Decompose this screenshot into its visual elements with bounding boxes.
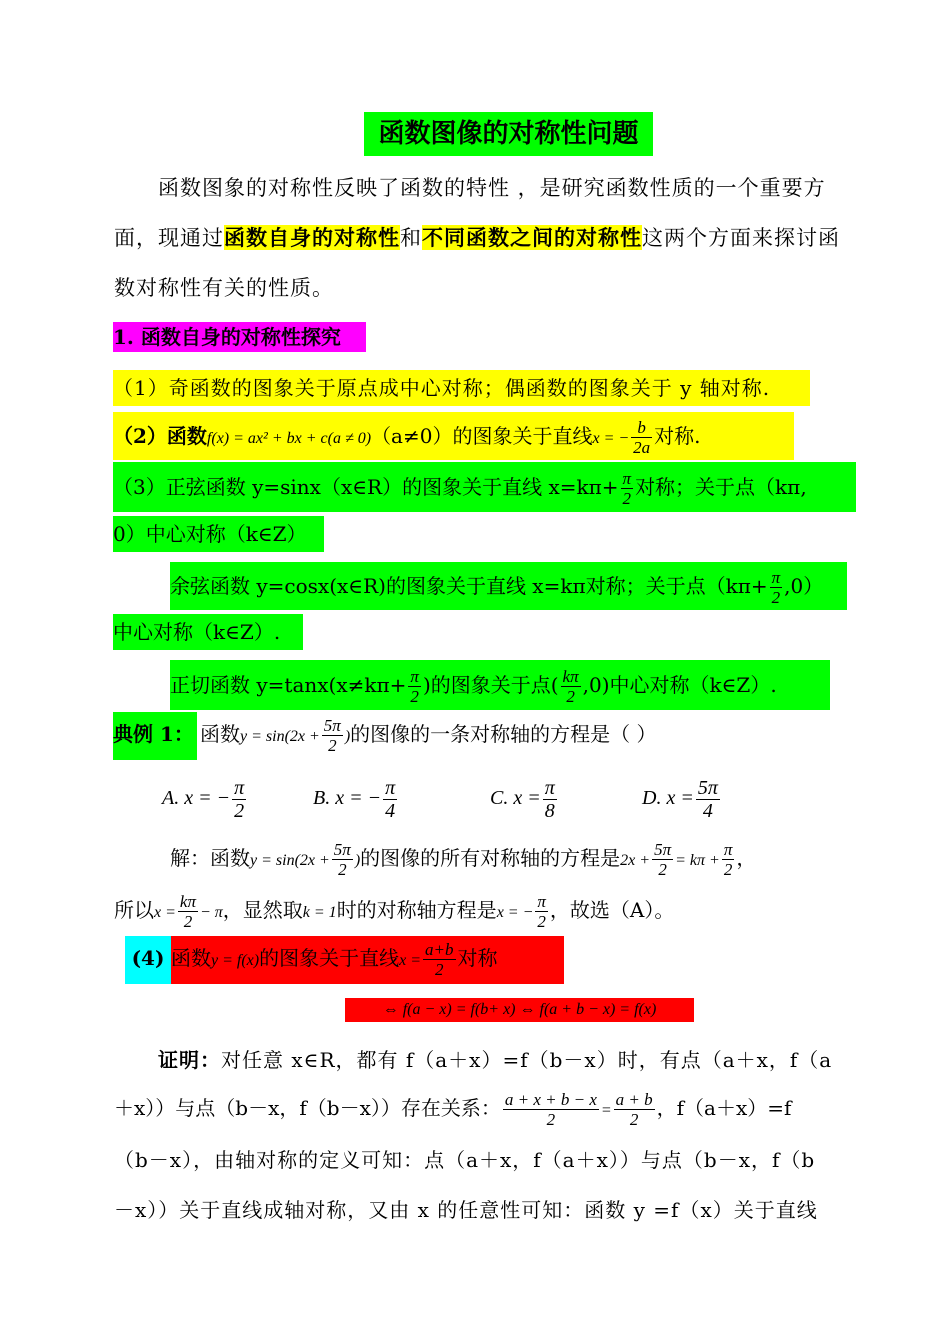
fraction-num: π [771,568,781,587]
fraction-den: 2 [629,1110,639,1129]
fraction-den: 2 [771,588,781,607]
proof-text: 对任意 x∈R，都有 f（a＋x）=f（b－x）时，有点（a＋x，f（a [221,1048,833,1072]
solution-text: ，故选（A）。 [549,898,675,922]
solution-text: 时的对称轴方程是 [336,898,497,922]
x-equals: x = − [592,430,630,447]
fraction-den: 2 [338,860,347,879]
fraction-num: kπ [179,892,196,911]
item-3-sine [113,462,856,512]
fraction-pi-2 [408,667,421,706]
solution-text: 所以 [114,898,154,922]
option-fraction [696,777,720,822]
item-2-text: （a≠0）的图象关于直线 [371,424,593,448]
fraction-den: 2 [658,860,667,879]
option-fraction [543,777,557,822]
example-text: 的图像的一条对称轴的方程是（ ） [350,722,657,746]
equivalence-statement: ⇔ f(a − x) = f(b+ x) ⇔ f(a + b − x) = f(x) [345,998,694,1022]
sin-expr-close: ) [344,728,351,745]
proof-line-4: －x））关于直线成轴对称，又由 x 的任意性可知：函数 y =f（x）关于直线 [114,1198,818,1222]
solution-text: 解：函数 [170,846,250,870]
x-equals: x = − [496,904,534,921]
fraction-num: 5π [697,776,718,799]
sin-expr-close: ) [354,852,361,869]
option-fraction [383,777,397,822]
item-4-text: 对称 [457,946,498,970]
fraction-num: π [385,776,396,799]
axis-equation: = kπ + [675,852,720,869]
item-3-cosine-line-2: 中心对称（k∈Z）. [113,614,303,650]
tangent-text: 正切函数 y=tanx(x≠kπ+ [170,673,407,697]
fraction-num: 5π [333,840,351,859]
fraction-num: a+b [425,940,454,959]
fraction-pi-2 [621,469,634,508]
item-2-text: 对称. [654,424,701,448]
fraction-kpi-2 [561,667,581,706]
intro-line-2 [114,224,840,252]
fraction-num: π [410,667,419,686]
fraction-den: 2 [183,912,193,931]
fraction-num: a + x + b − x [504,1090,597,1109]
fraction-pi-2 [722,840,735,879]
item-3-tangent [170,660,830,710]
solution-text: 的图像的所有对称轴的方程是 [360,846,621,870]
tangent-text: ,0)中心对称（k∈Z）. [582,673,777,697]
cosine-text: ,0） [784,574,824,598]
solution-text: ，显然取 [222,898,303,922]
proof-line-1 [158,1046,832,1074]
fraction-num: π [622,469,632,488]
fraction-den: 8 [544,799,555,822]
example-question [200,712,657,759]
fraction-ab-2 [614,1090,655,1129]
example-label: 典例 1： [113,712,197,760]
fraction-num: 5π [654,840,672,859]
fraction-kpi-2 [178,892,198,931]
sin-expr: y = sin(2x + [250,852,330,869]
fraction-num: b [631,418,652,438]
proof-label: 证明： [158,1048,221,1072]
fraction-num: 5π [323,716,341,735]
fraction-5pi-2 [322,716,343,755]
x-equals: x = [399,952,422,969]
item-1: （1）奇函数的图象关于原点成中心对称；偶函数的图象关于 y 轴对称. [113,370,810,406]
item-3-sine-line-2: 0）中心对称（k∈Z） [113,516,324,552]
fraction-den: 2 [328,736,337,755]
intro-text: 面，现通过 [114,226,224,250]
fraction-midpoint [503,1090,599,1129]
intro-text: 这两个方面来探讨函 [642,226,840,250]
proof-line-3: （b－x），由轴对称的定义可知：点（a＋x，f（a＋x））与点（b－x，f（b [114,1148,816,1172]
tangent-text: )的图象关于点( [422,673,559,697]
fraction-num: π [723,840,733,859]
axis-equation: 2x + [620,852,651,869]
fraction-den: 2 [410,687,419,706]
fraction-den: 2a [633,438,651,457]
example-text: 函数 [200,722,240,746]
highlight-self-symmetry: 函数自身的对称性 [224,225,400,250]
x-equals: x = [154,904,176,921]
item-4-text: 函数 [171,946,211,970]
intro-line-1: 函数图象的对称性反映了函数的特性 ，是研究函数性质的一个重要方 [158,176,826,200]
item-4-label: (4) [125,936,171,984]
proof-text: ＋x））与点（b－x，f（b－x））存在关系： [114,1096,501,1120]
option-b [313,774,399,822]
item-3-cosine [170,562,847,610]
fraction-5pi-2 [652,840,673,879]
fraction-den: 2 [622,489,632,508]
item-4-text: 的图象关于直线 [259,946,400,970]
option-c [490,774,559,822]
option-label: B. x = − [313,787,382,809]
item-2 [113,412,794,460]
fraction-num: kπ [562,667,579,686]
fraction-den: 2 [546,1110,556,1129]
option-label: D. x = [642,787,694,809]
function-expr: y = f(x) [211,952,260,969]
fraction-den: 4 [385,799,396,822]
fraction-num: π [537,892,546,911]
solution-line-1 [170,836,756,883]
option-a [162,774,248,822]
fraction-den: 2 [234,799,245,822]
fraction-ab-2 [423,940,455,979]
page-title: 函数图像的对称性问题 [364,112,653,156]
cosine-text: 余弦函数 y=cosx(x∈R)的图象关于直线 x=kπ对称；关于点（kπ+ [170,574,768,598]
highlight-cross-symmetry: 不同函数之间的对称性 [422,225,642,250]
k-value: k = 1 [302,904,337,921]
fraction-den: 2 [723,860,733,879]
proof-line-2 [114,1086,791,1133]
intro-line-3: 数对称性有关的性质。 [114,276,334,300]
fraction-num: π [234,776,245,799]
option-fraction [232,777,246,822]
proof-text: ，f（a＋x）=f [656,1096,792,1120]
sine-text: 对称；关于点（kπ, [635,475,807,499]
fraction-den: 2 [566,687,575,706]
intro-text: 和 [400,226,422,250]
fraction-den: 4 [702,799,713,822]
fraction-pi-2 [770,568,783,607]
item-2-text: （2）函数 [113,424,207,448]
sine-text: （3）正弦函数 y=sinx（x∈R）的图象关于直线 x=kπ+ [113,475,619,499]
option-label: A. x = − [162,787,231,809]
fraction-num: a + b [615,1090,653,1109]
fraction-den: 2 [537,912,546,931]
fraction-pi-2 [535,892,548,931]
equals-sign: = [600,1102,612,1119]
solution-text: ， [736,846,757,870]
option-label: C. x = [490,787,541,809]
fraction-den: 2 [435,960,444,979]
fraction-num: π [544,776,555,799]
section-heading: 1. 函数自身的对称性探究 [113,322,366,352]
option-d [642,774,722,822]
fraction-5pi-2 [332,840,353,879]
minus-pi: − π [199,904,223,921]
quadratic-expr: f(x) = ax² + bx + c(a ≠ 0) [206,430,372,447]
sin-expr: y = sin(2x + [240,728,320,745]
fraction-b-2a [631,418,652,457]
solution-line-2 [114,888,674,935]
item-4-statement [171,936,564,984]
